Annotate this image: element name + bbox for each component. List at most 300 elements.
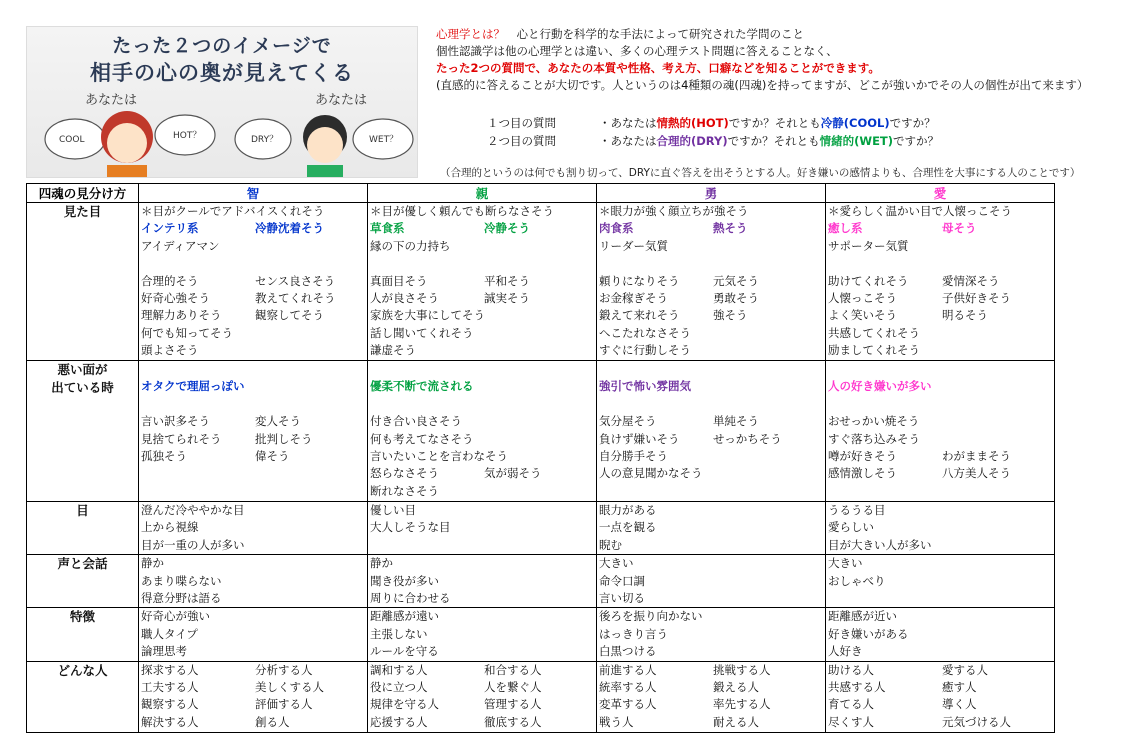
cell-line [599, 325, 825, 342]
row-label-bad-line2: 出ている時 [51, 380, 114, 395]
cell-line [141, 483, 367, 500]
cell-text: 気分屋そう [599, 414, 657, 429]
cell-line [828, 696, 1054, 713]
cell-who-0 [139, 661, 368, 732]
cell-text: 目が大きい人が多い [828, 537, 932, 552]
cell-text: 人を繋ぐ人 [484, 679, 542, 694]
cell-line [141, 465, 367, 482]
cell-line [141, 378, 367, 395]
cell-line [828, 679, 1054, 696]
boy-face-icon [307, 127, 343, 163]
cell-text: 何も考えてなさそう [370, 431, 474, 446]
cell-line [828, 483, 1054, 500]
intro-line4: (直感的に答えることが大切です。人というのは4種類の魂(四魂)を持ってますが、どこが強いかでその人の個性が出て来ます） [436, 78, 1089, 92]
table-corner-label: 四魂の見分け方 [27, 184, 139, 203]
intro-psychology-definition: 心と行動を科学的な手法によって研究された学問のこと [505, 27, 804, 41]
cell-text: すぐに行動しそう [599, 343, 691, 358]
cell-line [828, 573, 1054, 590]
cell-text: 大きい [599, 556, 634, 571]
cell-text: 愛らしい [828, 520, 874, 535]
cell-text: センス良さそう [255, 273, 336, 288]
cell-text: 規律を守る人 [370, 697, 439, 712]
cell-text: 変革する人 [599, 697, 657, 712]
column-header-chi: 智 [139, 184, 368, 203]
cell-line [828, 220, 1054, 237]
cell-line [828, 537, 1054, 554]
cell-line [599, 290, 825, 307]
cell-text: 単純そう [713, 414, 759, 429]
cell-line [370, 643, 596, 660]
cell-text: おしゃべり [828, 573, 886, 588]
cell-line [828, 290, 1054, 307]
cell-line [141, 396, 367, 413]
cell-voice-1 [368, 555, 597, 608]
intro-psychology-label: 心理学とは？ [436, 27, 505, 41]
cell-voice-3 [826, 555, 1055, 608]
cell-text: サポーター気質 [828, 238, 909, 253]
cell-line [828, 431, 1054, 448]
row-label-bad [27, 361, 139, 502]
cell-text: 創る人 [255, 714, 290, 729]
column-header-shin: 親 [368, 184, 597, 203]
cell-line [828, 608, 1054, 625]
question-1-pre: ・あなたは [599, 116, 657, 130]
cell-line [370, 325, 596, 342]
cell-line [141, 537, 367, 554]
cell-line [599, 448, 825, 465]
cell-eye-2 [597, 502, 826, 555]
cell-who-1 [368, 661, 597, 732]
cell-text: 平和そう [484, 273, 530, 288]
cell-text: 癒し系 [828, 221, 863, 236]
intro-line3: たった2つの質問で、あなたの本質や性格、考え方、口癖などを知ることができます。 [436, 61, 880, 75]
cell-text: 和合する人 [484, 662, 542, 677]
table-header-row [27, 184, 1055, 203]
cell-text: 睨む [599, 537, 622, 552]
cell-line [141, 662, 367, 679]
cell-text: 鍛えて来れそう [599, 308, 680, 323]
question-2-post: ですか？ [893, 134, 940, 148]
cell-look-1 [368, 203, 597, 361]
cell-line [599, 203, 825, 220]
cell-line [370, 555, 596, 572]
question-1-post: ですか？ [889, 116, 936, 130]
cell-text: 人好き [828, 644, 863, 659]
cell-line [599, 537, 825, 554]
cell-text: 戦う人 [599, 714, 634, 729]
question-2-label: ２つ目の質問 [487, 134, 556, 148]
illustration-right-caption: あなたは [315, 93, 368, 108]
cell-text: 人が良さそう [370, 290, 439, 305]
cell-text: 肉食系 [599, 221, 634, 236]
row-label-trait: 特徴 [27, 608, 139, 661]
cell-text: 優柔不断で流される [370, 379, 474, 394]
cell-line [370, 290, 596, 307]
bubble-wet: WET？ [369, 135, 399, 145]
cell-line [141, 714, 367, 731]
cell-text: 職人タイプ [141, 626, 198, 641]
cell-text: 好奇心強そう [141, 290, 210, 305]
cell-line [370, 465, 596, 482]
cell-text: 耐える人 [713, 714, 759, 729]
cell-line [828, 448, 1054, 465]
cell-who-3 [826, 661, 1055, 732]
cell-text: 理解力ありそう [141, 308, 222, 323]
cell-line [599, 255, 825, 272]
cell-line [141, 307, 367, 324]
cell-text: 論理思考 [141, 644, 187, 659]
cell-line [828, 378, 1054, 395]
question-2-wet: 情緒的(WET) [819, 134, 894, 148]
cell-text: 目が一重の人が多い [141, 537, 245, 552]
cell-line [599, 573, 825, 590]
question-2 [487, 132, 939, 150]
cell-text: 育てる人 [828, 697, 874, 712]
cell-line [141, 238, 367, 255]
table-row-look [27, 203, 1055, 361]
cell-line [141, 679, 367, 696]
cell-bad-3 [826, 361, 1055, 502]
cell-look-3 [826, 203, 1055, 361]
illustration-title-line1: たった２つのイメージで [112, 35, 332, 57]
cell-text: 熱そう [713, 221, 748, 236]
cell-text: 強引で怖い雰囲気 [599, 379, 691, 394]
cell-line [370, 273, 596, 290]
cell-line [828, 203, 1054, 220]
cell-line [599, 413, 825, 430]
table-row-who [27, 661, 1055, 732]
cell-text: 好奇心が強い [141, 609, 210, 624]
cell-line [370, 378, 596, 395]
cell-line [828, 396, 1054, 413]
cell-text: 工夫する人 [141, 679, 199, 694]
cell-text: 見捨てられそう [141, 431, 222, 446]
cell-voice-2 [597, 555, 826, 608]
cell-text: 評価する人 [255, 697, 313, 712]
cell-text: 謙虚そう [370, 343, 416, 358]
cell-line [370, 413, 596, 430]
cell-line [599, 273, 825, 290]
cell-text: あまり喋らない [141, 573, 222, 588]
cell-text: 主張しない [370, 626, 428, 641]
cell-text: 後ろを振り向かない [599, 609, 703, 624]
cell-line [599, 431, 825, 448]
cell-line [141, 448, 367, 465]
footnote-dry: （合理的というのは何でも割り切って、DRYに直ぐ答えを出そうとする人。好き嫌いの感情よりも、合理性を大事にする人のことです） [440, 167, 1081, 179]
cell-text: 挑戦する人 [713, 662, 771, 677]
cell-line [828, 255, 1054, 272]
cell-line [370, 696, 596, 713]
cell-line [141, 643, 367, 660]
table-row-voice [27, 555, 1055, 608]
cell-line [141, 590, 367, 607]
cell-text: 人の好き嫌いが多い [828, 379, 932, 394]
cell-text: お金稼ぎそう [599, 290, 668, 305]
cell-text: 助けてくれそう [828, 273, 909, 288]
table-row-eye [27, 502, 1055, 555]
intro-line2: 個性認識学は他の心理学とは違い、多くの心理テスト問題に答えることなく、 [436, 44, 838, 58]
cell-text: 尽くす人 [828, 714, 874, 729]
cell-line [828, 238, 1054, 255]
cell-line [141, 608, 367, 625]
cell-line [370, 396, 596, 413]
cell-text: 教えてくれそう [255, 290, 336, 305]
cell-line [141, 519, 367, 536]
cell-text: 役に立つ人 [370, 679, 428, 694]
cell-line [599, 643, 825, 660]
cell-text: ＊目が優しく頼んでも断らなさそう [370, 204, 554, 218]
cell-line [828, 714, 1054, 731]
cell-text: ルールを守る [370, 644, 439, 659]
cell-text: 大人しそうな目 [370, 520, 451, 535]
cell-text: へこたれなさそう [599, 325, 691, 340]
cell-text: 気が弱そう [484, 466, 542, 481]
bubble-hot: HOT？ [173, 131, 202, 141]
cell-line [370, 519, 596, 536]
cell-trait-2 [597, 608, 826, 661]
cell-line [370, 590, 596, 607]
table-row-trait [27, 608, 1055, 661]
cell-bad-2 [597, 361, 826, 502]
cell-text: 励ましてくれそう [828, 343, 920, 358]
cell-line [828, 502, 1054, 519]
cell-text: 前進する人 [599, 662, 657, 677]
cell-line [370, 203, 596, 220]
cell-text: 負けず嫌いそう [599, 431, 680, 446]
cell-text: 批判しそう [255, 431, 313, 446]
cell-text: 距離感が遠い [370, 609, 439, 624]
cell-text: 調和する人 [370, 662, 428, 677]
row-label-eye: 目 [27, 502, 139, 555]
row-label-voice: 声と会話 [27, 555, 139, 608]
cell-line [599, 696, 825, 713]
cell-text: 頼りになりそう [599, 273, 680, 288]
cell-text: ＊愛らしく温かい目で人懐っこそう [828, 204, 1012, 218]
column-header-yu: 勇 [597, 184, 826, 203]
cell-line [599, 396, 825, 413]
cell-text: オタクで理屈っぽい [141, 379, 245, 394]
cell-bad-1 [368, 361, 597, 502]
cell-text: 徹底する人 [484, 714, 542, 729]
row-label-bad-line1: 悪い面が [57, 362, 108, 377]
cell-line [828, 465, 1054, 482]
bubble-cool: COOL [59, 135, 85, 145]
cell-text: 言い訳多そう [141, 414, 210, 429]
cell-look-2 [597, 203, 826, 361]
cell-text: わがままそう [942, 448, 1011, 463]
cell-text: 大きい [828, 556, 863, 571]
cell-text: 得意分野は語る [141, 590, 222, 605]
cell-line [370, 679, 596, 696]
cell-line [141, 696, 367, 713]
cell-trait-1 [368, 608, 597, 661]
cell-line [141, 290, 367, 307]
cell-eye-0 [139, 502, 368, 555]
cell-line [828, 662, 1054, 679]
table-row-bad [27, 361, 1055, 502]
illustration-title-line2: 相手の心の奥が見えてくる [90, 61, 354, 85]
cell-line [599, 714, 825, 731]
cell-text: 解決する人 [141, 714, 199, 729]
cell-text: 愛情深そう [942, 273, 1000, 288]
cell-text: はっきり言う [599, 626, 668, 641]
cell-trait-0 [139, 608, 368, 661]
cell-text: 八方美人そう [942, 466, 1011, 481]
cell-line [370, 448, 596, 465]
cell-text: 共感する人 [828, 679, 886, 694]
cell-line [370, 361, 596, 378]
cell-line [599, 502, 825, 519]
cell-text: 合理的そう [141, 273, 199, 288]
cell-text: 導く人 [942, 697, 977, 712]
cell-line [370, 431, 596, 448]
cell-line [141, 273, 367, 290]
cell-text: 助ける人 [828, 662, 874, 677]
cell-text: 上から視線 [141, 520, 199, 535]
question-2-mid: ですか？それとも [727, 134, 820, 148]
cell-line [828, 307, 1054, 324]
cell-eye-1 [368, 502, 597, 555]
cell-line [370, 714, 596, 731]
four-souls-table [26, 183, 1055, 733]
cell-text: すぐ落ち込みそう [828, 431, 920, 446]
cell-text: 統率する人 [599, 679, 657, 694]
cell-text: 癒す人 [942, 679, 977, 694]
cell-line [370, 342, 596, 359]
cell-text: 自分勝手そう [599, 448, 668, 463]
cell-text: 応援する人 [370, 714, 428, 729]
cell-line [828, 626, 1054, 643]
cell-text: 澄んだ冷ややかな目 [141, 503, 245, 517]
cell-line [828, 273, 1054, 290]
cell-text: 家族を大事にしてそう [370, 308, 485, 323]
column-header-ai: 愛 [826, 184, 1055, 203]
cell-text: 強そう [713, 308, 748, 323]
question-1-mid: ですか？それとも [728, 116, 821, 130]
cell-text: 草食系 [370, 221, 405, 236]
cell-line [599, 220, 825, 237]
illustration-left-caption: あなたは [85, 93, 138, 108]
cell-text: 感情激しそう [828, 466, 897, 481]
cell-text: 美しくする人 [255, 679, 324, 694]
cell-text: 眼力がある [599, 503, 657, 517]
cell-line [828, 555, 1054, 572]
cell-line [370, 220, 596, 237]
cell-text: 言い切る [599, 590, 645, 605]
cell-line [370, 537, 596, 554]
cell-text: インテリ系 [141, 221, 199, 236]
cell-line [370, 626, 596, 643]
cell-line [828, 325, 1054, 342]
cell-line [599, 342, 825, 359]
cell-line [599, 307, 825, 324]
cell-text: アイディアマン [141, 238, 220, 253]
cell-text: せっかちそう [713, 431, 782, 446]
cell-text: 命令口調 [599, 573, 645, 588]
question-1-hot: 情熱的(HOT) [656, 116, 729, 130]
cell-text: リーダー気質 [599, 238, 668, 253]
cell-line [370, 608, 596, 625]
cell-text: 言いたいことを言わなそう [370, 448, 508, 463]
cell-text: 噂が好きそう [828, 448, 897, 463]
cell-line [828, 643, 1054, 660]
cell-line [141, 361, 367, 378]
cell-text: おせっかい焼そう [828, 414, 920, 429]
cell-text: 何でも知ってそう [141, 325, 233, 340]
cell-text: 子供好きそう [942, 290, 1011, 305]
cell-text: 距離感が近い [828, 609, 897, 624]
cell-text: 怒らなさそう [370, 466, 439, 481]
cell-line [828, 519, 1054, 536]
cell-line [599, 519, 825, 536]
cell-text: 勇敢そう [713, 290, 759, 305]
cell-text: 孤独そう [141, 448, 187, 463]
cell-text: 偉そう [255, 448, 290, 463]
cell-line [828, 590, 1054, 607]
cell-text: 聞き役が多い [370, 573, 439, 588]
cell-text: 探求する人 [141, 662, 199, 677]
cell-text: 鍛える人 [713, 679, 759, 694]
header-illustration [26, 26, 418, 178]
cell-text: 一点を観る [599, 520, 657, 535]
cell-text: 明るそう [942, 308, 988, 323]
cell-text: 母そう [942, 221, 977, 236]
cell-text: 周りに合わせる [370, 590, 451, 605]
cell-text: 冷静そう [484, 221, 530, 236]
cell-text: 白黒つける [599, 644, 657, 659]
cell-text: 管理する人 [484, 697, 542, 712]
cell-text: ＊眼力が強く顔立ちが強そう [599, 204, 749, 218]
cell-text: 縁の下の力持ち [370, 238, 451, 253]
question-1 [487, 114, 939, 132]
cell-text: 頭よさそう [141, 343, 199, 358]
cell-who-2 [597, 661, 826, 732]
intro-text [436, 26, 1088, 94]
cell-text: うるうる目 [828, 503, 886, 517]
cell-text: 断れなさそう [370, 483, 439, 498]
cell-line [141, 255, 367, 272]
cell-text: ＊目がクールでアドバイスくれそう [141, 204, 325, 218]
cell-line [141, 502, 367, 519]
cell-line [141, 431, 367, 448]
cell-text: 真面目そう [370, 273, 428, 288]
cell-text: 好き嫌いがある [828, 626, 909, 641]
cell-line [141, 325, 367, 342]
cell-line [828, 342, 1054, 359]
cell-text: 静か [141, 556, 164, 571]
cell-line [599, 465, 825, 482]
row-label-who: どんな人 [27, 661, 139, 732]
cell-text: 愛する人 [942, 662, 988, 677]
cell-text: 共感してくれそう [828, 325, 920, 340]
cell-text: 観察してそう [255, 308, 324, 323]
cell-bad-0 [139, 361, 368, 502]
cell-text: よく笑いそう [828, 308, 897, 323]
cell-text: 率先する人 [713, 697, 771, 712]
cell-line [370, 573, 596, 590]
bubble-dry: DRY？ [251, 135, 279, 145]
cell-line [141, 413, 367, 430]
cell-line [599, 608, 825, 625]
cell-line [370, 502, 596, 519]
cell-line [599, 238, 825, 255]
cell-line [141, 203, 367, 220]
cell-line [141, 626, 367, 643]
cell-text: 誠実そう [484, 290, 530, 305]
cell-line [370, 238, 596, 255]
cell-line [141, 342, 367, 359]
cell-text: 観察する人 [141, 697, 199, 712]
